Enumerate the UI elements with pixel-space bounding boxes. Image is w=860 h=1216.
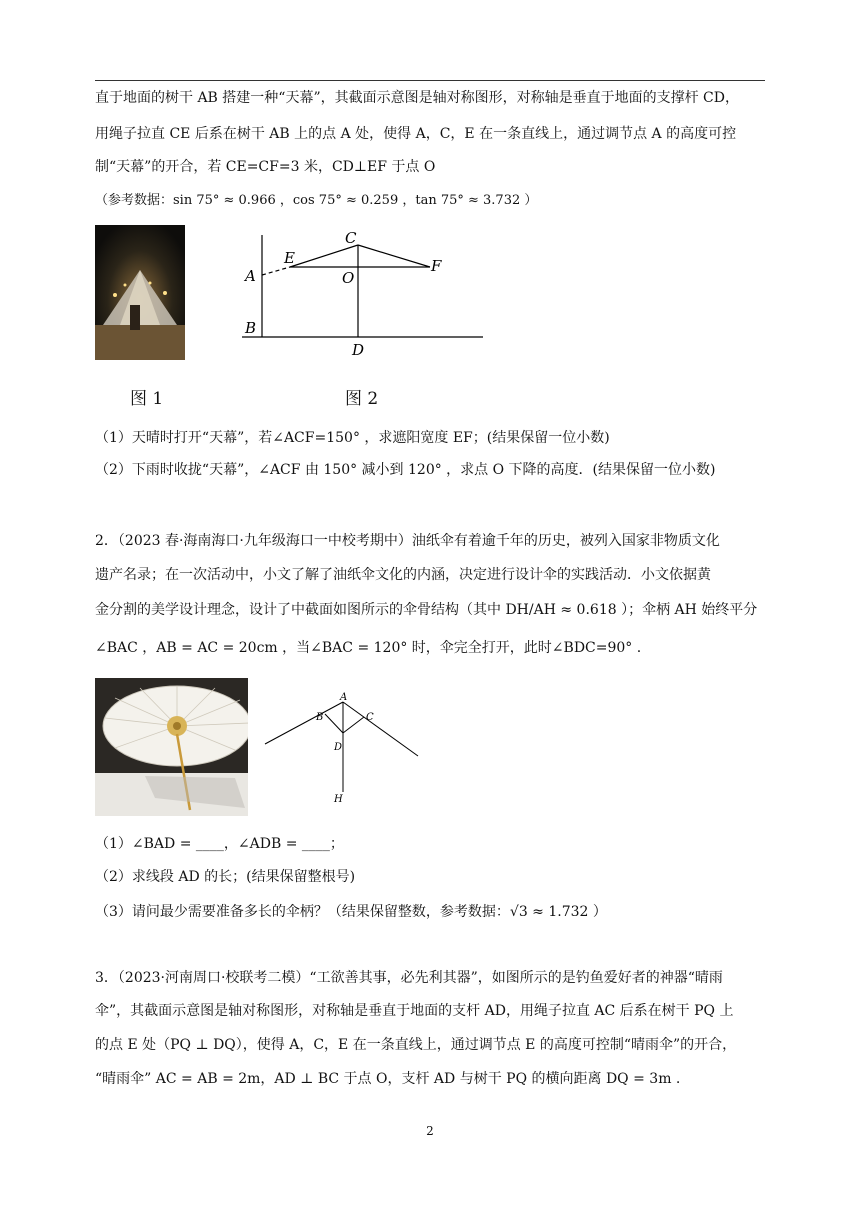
- problem2-line-1: 2．（2023 春·海南海口·九年级海口一中校考期中）油纸伞有着逾千年的历史，被列入国家非物质文化: [95, 533, 720, 549]
- problem2-line-4: ∠BAC ，AB = AC = 20cm ，当∠BAC = 120° 时，伞完全打开，此时∠BDC=90° .: [95, 640, 642, 656]
- label-A: A: [245, 267, 256, 285]
- problem3-line-2: 伞”，其截面示意图是轴对称图形，对称轴是垂直于地面的支杆 AD，用绳子拉直 AC 后系在树干 PQ 上: [95, 1003, 734, 1019]
- problem3-line-3: 的点 E 处（PQ ⊥ DQ），使得 A，C，E 在一条直线上，通过调节点 E 的高度可控制“晴雨伞”的开合，: [95, 1037, 737, 1053]
- label-C: C: [345, 229, 357, 247]
- problem2-question-3: （3）请问最少需要准备多长的伞柄？（结果保留整数，参考数据：√3 ≈ 1.732 ）: [95, 904, 607, 920]
- header-rule: [95, 80, 765, 81]
- label-F: F: [431, 257, 442, 275]
- problem3-line-1: 3．（2023·河南周口·校联考二模）“工欲善其事，必先利其器”，如图所示的是钓鱼爱好者的神器“晴雨: [95, 970, 723, 986]
- problem2-question-1: （1）∠BAD = ____，∠ADB = ____；: [95, 836, 344, 852]
- problem1-line-3: 制“天幕”的开合，若 CE=CF=3 米，CD⊥EF 于点 O: [95, 159, 436, 175]
- umbrella-label-H: H: [334, 794, 343, 805]
- tent-diagram: [235, 225, 495, 365]
- label-D: D: [352, 341, 365, 359]
- problem1-reference-data: （参考数据：sin 75° ≈ 0.966 ，cos 75° ≈ 0.259 ，tan 75° ≈ 3.732 ）: [95, 193, 538, 208]
- problem1-question-2: （2）下雨时收拢“天幕”，∠ACF 由 150° 减小到 120° ，求点 O 下降的高度．(结果保留一位小数): [95, 462, 716, 478]
- page-number: 2: [426, 1124, 434, 1138]
- problem1-line-2: 用绳子拉直 CE 后系在树干 AB 上的点 A 处，使得 A，C，E 在一条直线上，通过调节点 A 的高度可控: [95, 126, 737, 142]
- problem1-line-1: 直于地面的树干 AB 搭建一种“天幕”，其截面示意图是轴对称图形，对称轴是垂直于地面的支撑杆 CD，: [95, 90, 739, 106]
- umbrella-label-C: C: [366, 712, 374, 723]
- label-O: O: [342, 269, 355, 287]
- problem2-line-2: 遗产名录；在一次活动中，小文了解了油纸伞文化的内涵，决定进行设计伞的实践活动．小文依据黄: [95, 567, 711, 583]
- problem3-line-4: “晴雨伞” AC = AB = 2m，AD ⊥ BC 于点 O，支杆 AD 与树干 PQ 的横向距离 DQ = 3m .: [95, 1071, 681, 1087]
- problem1-question-1: （1）天晴时打开“天幕”，若∠ACF=150° ，求遮阳宽度 EF；(结果保留一位小数): [95, 430, 610, 446]
- figure-2-caption: 图 2: [345, 389, 379, 409]
- figure-1-caption: 图 1: [130, 389, 164, 409]
- umbrella-diagram: [260, 690, 425, 805]
- umbrella-label-B: B: [316, 712, 324, 723]
- label-B: B: [245, 319, 257, 337]
- label-E: E: [284, 249, 295, 267]
- tent-photo: [95, 225, 185, 360]
- umbrella-label-D: D: [334, 742, 343, 753]
- problem2-line-3: 金分割的美学设计理念，设计了中截面如图所示的伞骨结构（其中 DH/AH ≈ 0.618 ）；伞柄 AH 始终平分: [95, 602, 758, 618]
- umbrella-photo: [95, 678, 248, 816]
- problem2-question-2: （2）求线段 AD 的长；(结果保留整根号): [95, 869, 356, 885]
- umbrella-label-A: A: [340, 692, 348, 703]
